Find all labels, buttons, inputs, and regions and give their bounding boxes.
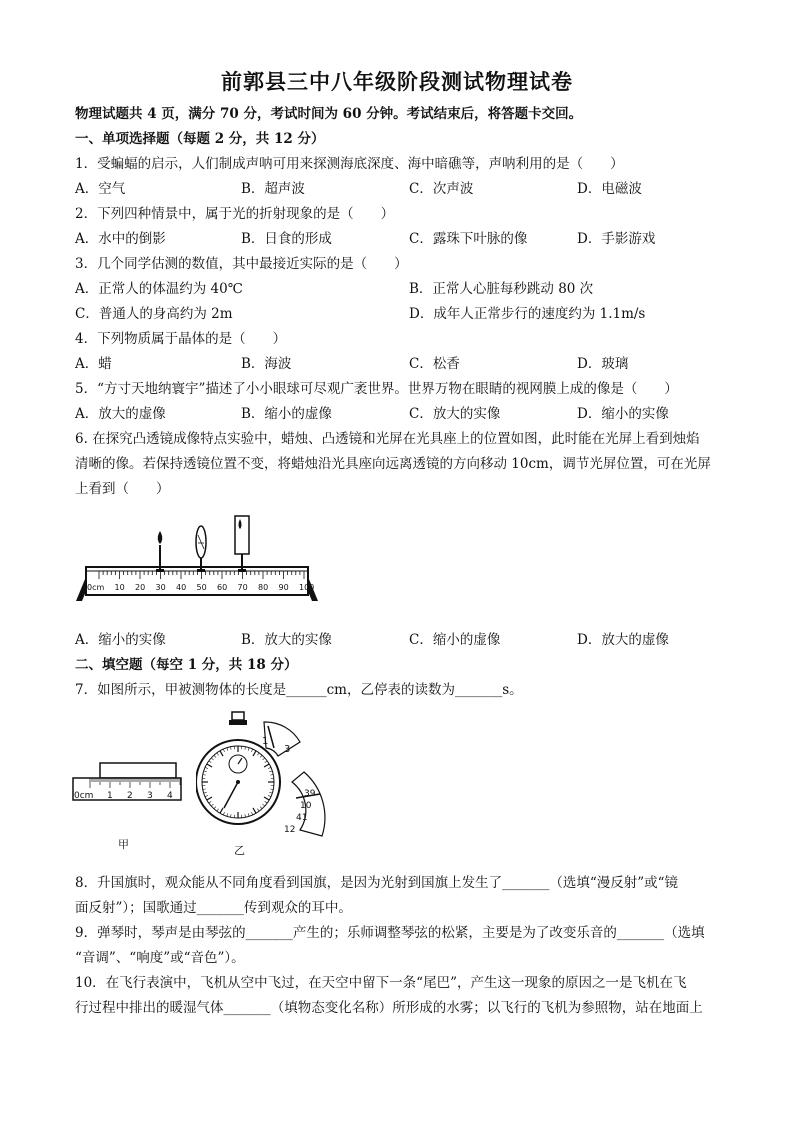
question-9-line-1: 9．弹琴时，琴声是由琴弦的_______产生的；乐师调整琴弦的松紧，主要是为了改变乐音的_______（选填 [75,925,705,941]
question-6-option-c: C．缩小的虚像 [409,632,501,648]
question-4-option-b: B．海波 [241,356,292,372]
question-6-line-2: 清晰的像。若保持透镜位置不变，将蜡烛沿光具座向远离透镜的方向移动 10cm，调节光屏位置，可在光屏 [75,456,711,472]
svg-text:1: 1 [262,736,269,747]
bench-tick-label: 100 [299,583,315,592]
ruler-figure [70,760,190,855]
ruler-tick-label: 0cm [74,791,94,801]
question-1-stem: 1．受蝙蝠的启示，人们制成声呐可用来探测海底深度、海中暗礁等，声呐利用的是（ ） [75,156,624,172]
question-3-option-b: B．正常人心脏每秒跳动 80 次 [409,281,594,297]
bench-tick-label: 80 [258,583,269,592]
question-10-line-2: 行过程中排出的暖湿气体_______（填物态变化名称）所形成的水雾；以飞行的飞机为参照物，站在地面上 [75,1000,703,1016]
question-6-option-d: D．放大的虚像 [577,632,669,648]
magnified-minute-dial [264,722,300,756]
question-4-option-a: A．蜡 [75,356,112,372]
question-2-stem: 2．下列四种情景中，属于光的折射现象的是（ ） [75,206,395,222]
question-3-option-a: A．正常人的体温约为 40℃ [75,281,243,297]
convex-lens [196,526,206,572]
question-2-option-c: C．露珠下叶脉的像 [409,231,528,247]
question-6-option-b: B．放大的实像 [241,632,332,648]
ruler-tick-label: 1 [107,791,113,801]
measured-object [100,763,176,778]
bench-tick-label: 60 [217,583,228,592]
question-5-option-d: D．缩小的实像 [577,406,669,422]
question-3-option-c: C．普通人的身高约为 2m [75,306,233,322]
question-2-option-d: D．手影游戏 [577,231,656,247]
ruler-tick-label: 3 [147,791,153,801]
optical-bench-figure [72,505,322,605]
question-1-option-c: C．次声波 [409,181,474,197]
question-3-option-d: D．成年人正常步行的速度约为 1.1m/s [409,306,646,322]
bench-ruler-labels [87,583,314,592]
section-heading-fill: 二、填空题（每空 1 分，共 18 分） [75,657,298,673]
svg-text:12: 12 [284,825,296,835]
question-4-stem: 4．下列物质属于晶体的是（ ） [75,331,287,347]
question-5-option-a: A．放大的虚像 [75,406,166,422]
section-heading-choice: 一、单项选择题（每题 2 分，共 12 分） [75,131,325,147]
question-1-option-b: B．超声波 [241,181,305,197]
question-8-line-1: 8．升国旗时，观众能从不同角度看到国旗，是因为光射到国旗上发生了_______（选填“漫反射”或“镜 [75,875,679,891]
stopwatch-crown [232,712,244,720]
svg-text:39: 39 [304,789,316,799]
bench-tick-label: 30 [155,583,166,592]
light-screen [235,516,249,572]
svg-text:41: 41 [296,813,308,823]
question-2-option-b: B．日食的形成 [241,231,332,247]
bench-tick-label: 10 [114,583,125,592]
svg-text:10: 10 [300,801,312,811]
question-9-line-2: “音调”、“响度”或“音色”）。 [75,950,245,966]
question-5-stem: 5．“方寸天地纳寰宇”描述了小小眼球可尽观广袤世界。世界万物在眼睛的视网膜上成的像是（ ） [75,381,678,397]
figure-label-jia: 甲 [118,838,129,851]
bench-tick-label: 20 [135,583,146,592]
ruler-tick-label: 4 [167,791,173,801]
question-10-line-1: 10．在飞行表演中，飞机从空中飞过，在天空中留下一条“尾巴”，产生这一现象的原因之一是飞机在飞 [75,975,687,991]
question-8-line-2: 面反射”）；国歌通过_______传到观众的耳中。 [75,900,352,916]
bench-tick-label: 40 [176,583,187,592]
question-4-option-d: D．玻璃 [577,356,629,372]
question-7-stem: 7．如图所示，甲被测物体的长度是______cm，乙停表的读数为_______s。 [75,682,523,698]
question-5-option-b: B．缩小的虚像 [241,406,332,422]
svg-text:3: 3 [284,744,291,755]
question-6-option-a: A．缩小的实像 [75,632,166,648]
question-1-option-d: D．电磁波 [577,181,642,197]
bench-tick-label: 70 [237,583,248,592]
page-title: 前郭县三中八年级阶段测试物理试卷 [221,69,573,94]
bench-tick-label: 0cm [87,583,105,592]
stopwatch-figure [196,708,336,860]
question-2-option-a: A．水中的倒影 [75,231,166,247]
figure-label-yi: 乙 [234,844,245,857]
question-5-option-c: C．放大的实像 [409,406,501,422]
bench-tick-label: 90 [278,583,289,592]
exam-intro: 物理试题共 4 页，满分 70 分，考试时间为 60 分钟。考试结束后，将答题卡交回。 [75,106,583,122]
question-4-option-c: C．松香 [409,356,460,372]
question-6-line-3: 上看到（ ） [75,481,170,497]
bench-tick-label: 50 [196,583,207,592]
candle [156,531,164,572]
question-6-line-1: 6. 在探究凸透镜成像特点实验中，蜡烛、凸透镜和光屏在光具座上的位置如图，此时能在光屏上看到烛焰 [75,431,700,447]
question-3-stem: 3．几个同学估测的数值，其中最接近实际的是（ ） [75,256,408,272]
question-1-option-a: A．空气 [75,181,126,197]
ruler-tick-label: 2 [127,791,133,801]
